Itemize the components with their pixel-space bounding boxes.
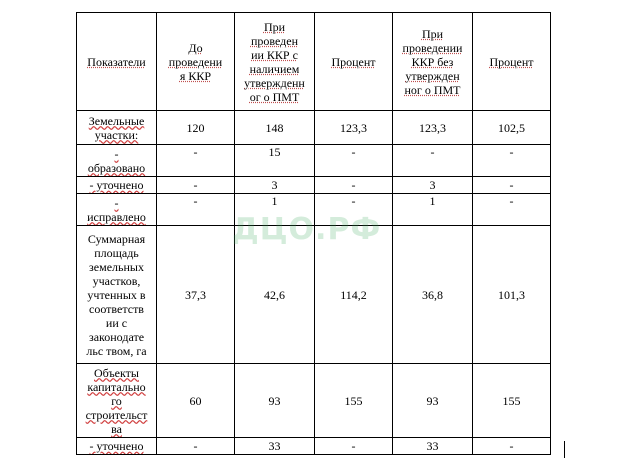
table-cell: - <box>157 145 235 177</box>
table-row <box>77 177 551 194</box>
table-cell: - <box>393 145 473 177</box>
header-cell: При проведен ии ККР с наличием утвержденн ог о ПМТ <box>235 13 315 111</box>
table-cell: 33 <box>235 438 315 455</box>
table-cell: - <box>315 145 393 177</box>
table-cell: 123,3 <box>315 111 393 145</box>
row-label-cell: - уточнено <box>77 438 157 455</box>
table-cell: - <box>157 194 235 226</box>
table-cell: 36,8 <box>393 226 473 364</box>
table-cell: 60 <box>157 364 235 438</box>
table-row <box>77 226 551 364</box>
table-cell: 155 <box>473 364 551 438</box>
header-cell: При проведении ККР без утвержден ног о ПМТ <box>393 13 473 111</box>
table-row <box>77 194 551 226</box>
table-header-row <box>77 13 551 111</box>
watermark-logo: ДЦО.РФ <box>232 212 382 247</box>
table-row <box>77 111 551 145</box>
table-cell: 101,3 <box>473 226 551 364</box>
table-cell: 42,6 <box>235 226 315 364</box>
table-cell: - <box>315 194 393 226</box>
table-cell: 3 <box>235 177 315 194</box>
table-cell: 155 <box>315 364 393 438</box>
row-label-cell: Объекты капитально го строительст ва <box>77 364 157 438</box>
table-cell: 33 <box>393 438 473 455</box>
data-table <box>76 12 551 455</box>
table-cell: - <box>157 177 235 194</box>
table-row <box>77 364 551 438</box>
table-cell: 102,5 <box>473 111 551 145</box>
table-row <box>77 145 551 177</box>
row-label-cell: Суммарная площадь земельных участков, учтенных в соответств ии с законодате льс твом, га <box>77 226 157 364</box>
table-cell: 93 <box>235 364 315 438</box>
table-cell: - <box>473 438 551 455</box>
table-cell: 120 <box>157 111 235 145</box>
table-cell: 93 <box>393 364 473 438</box>
table-cell: 123,3 <box>393 111 473 145</box>
table-cell: 37,3 <box>157 226 235 364</box>
table-cell: 1 <box>393 194 473 226</box>
header-cell: Показатели <box>77 13 157 111</box>
row-label-cell: - уточнено <box>77 177 157 194</box>
table-cell: - <box>473 145 551 177</box>
table-cell: 1 <box>235 194 315 226</box>
header-cell: До проведени я ККР <box>157 13 235 111</box>
table-cell: - <box>315 438 393 455</box>
text-cursor <box>564 441 565 458</box>
table-cell: - <box>473 194 551 226</box>
table-cell: - <box>315 177 393 194</box>
table-cell: 148 <box>235 111 315 145</box>
table-row <box>77 438 551 455</box>
table-cell: 114,2 <box>315 226 393 364</box>
header-cell: Процент <box>473 13 551 111</box>
row-label-cell: Земельные участки: <box>77 111 157 145</box>
table-cell: - <box>473 177 551 194</box>
table-cell: 3 <box>393 177 473 194</box>
table-cell: 15 <box>235 145 315 177</box>
header-cell: Процент <box>315 13 393 111</box>
table-cell: - <box>157 438 235 455</box>
row-label-cell: - исправлено <box>77 194 157 226</box>
row-label-cell: - образовано <box>77 145 157 177</box>
